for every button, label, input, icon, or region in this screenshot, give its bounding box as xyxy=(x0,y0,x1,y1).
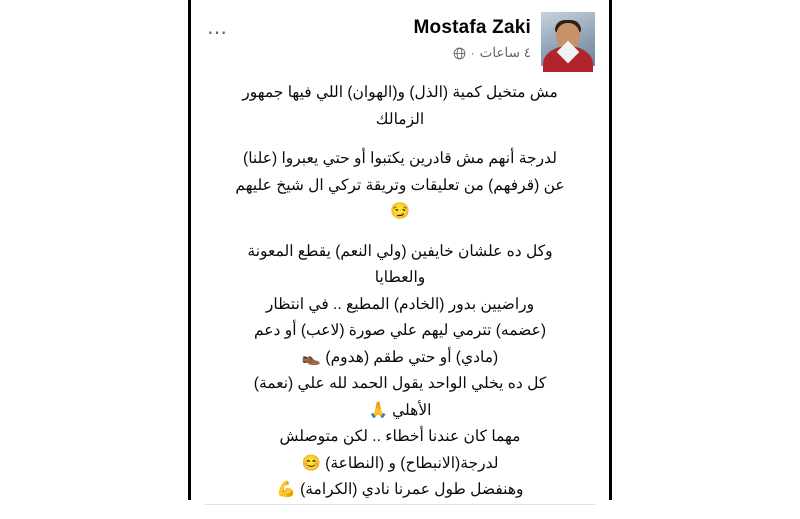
post-line-emoji: 😏 xyxy=(390,203,410,220)
post-line: الزمالك xyxy=(375,110,425,128)
post-header xyxy=(191,0,609,70)
post-line: لدرجة(الانبطاح) و (النطاعة) 😊 xyxy=(301,454,499,472)
post-line: عن (قرفهم) من تعليقات وتريقة تركي ال شيخ عليهم xyxy=(235,176,565,194)
post-timestamp[interactable]: ٤ ساعات xyxy=(479,45,531,60)
post-line: الأهلي 🙏 xyxy=(368,401,432,419)
post-line: لدرجة أنهم مش قادرين يكتبوا أو حتي يعبروا (علنا) xyxy=(243,150,557,167)
meta-separator: · xyxy=(470,46,475,60)
post-author-name[interactable]: Mostafa Zaki xyxy=(413,17,531,38)
post-line: (عضمه) تترمي ليهم علي صورة (لاعب) أو دعم xyxy=(253,322,547,339)
post-line: مهما كان عندنا أخطاء .. لكن متوصلش xyxy=(279,428,521,445)
facebook-post-card xyxy=(188,0,612,500)
ellipsis-icon[interactable]: ⋯ xyxy=(207,22,229,44)
post-footer-divider xyxy=(205,504,595,519)
post-author-block xyxy=(414,12,542,61)
post-meta-row xyxy=(453,45,531,61)
post-line: كل ده يخلي الواحد يقول الحمد لله علي (نعمة) xyxy=(253,375,547,392)
post-line: وكل ده علشان خايفين (ولي النعم) يقطع المعونة xyxy=(247,242,553,260)
post-line: وراضيين بدور (الخادم) المطيع .. في انتظار xyxy=(265,295,535,313)
right-blank-area xyxy=(612,0,800,500)
post-text-body xyxy=(191,70,609,504)
post-line: والعطايا xyxy=(374,269,426,286)
left-blank-area xyxy=(0,0,188,500)
post-line: مش متخيل كمية (الذل) و(الهوان) اللي فيها جمهور xyxy=(242,84,558,101)
post-line: وهنفضل طول عمرنا نادي (الكرامة) 💪 xyxy=(276,481,524,498)
post-line: (مادي) أو حتي طقم (هدوم) 👞 xyxy=(301,348,499,366)
user-avatar[interactable] xyxy=(541,12,595,66)
globe-icon xyxy=(453,47,466,60)
